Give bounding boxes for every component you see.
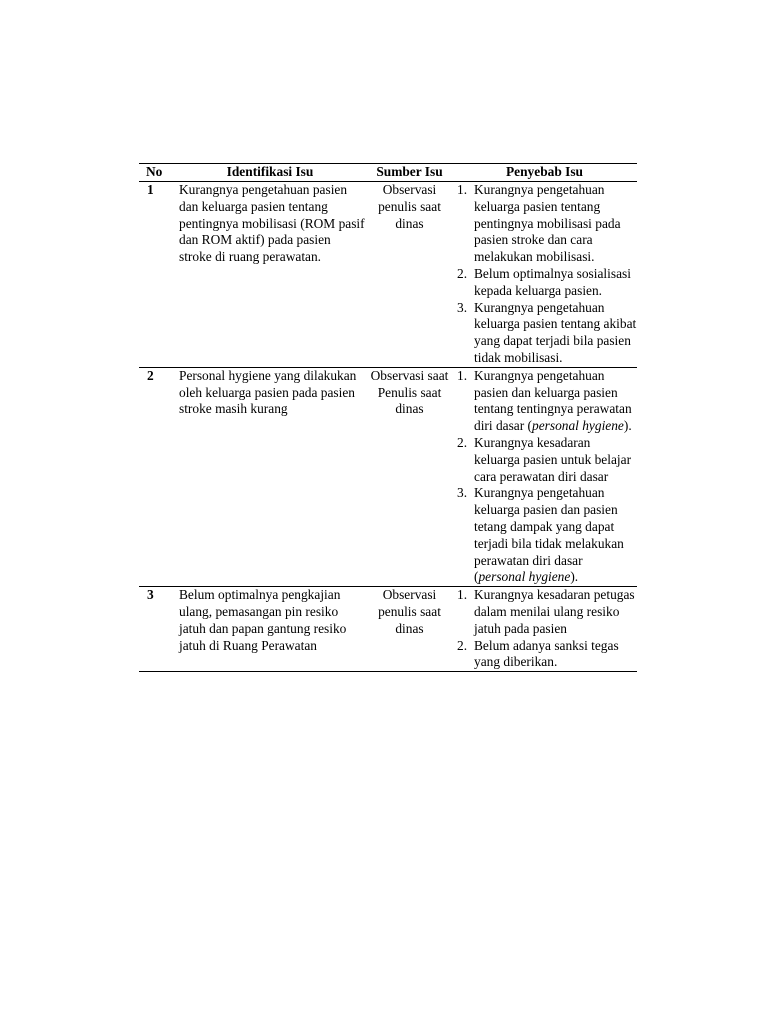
header-source: Sumber Isu [367, 164, 452, 182]
header-no: No [139, 164, 173, 182]
row-identification: Belum optimalnya pengkajian ulang, pemasangan pin resiko jatuh dan papan gantung resiko jatuh di Ruang Perawatan [173, 587, 367, 672]
row-number: 3 [139, 587, 173, 672]
cause-list [452, 368, 637, 586]
cause-marker: 3. [457, 485, 468, 501]
cause-text-italic: personal hygiene [532, 418, 624, 434]
cause-item [452, 266, 637, 300]
row-number: 2 [139, 367, 173, 586]
cause-list [452, 587, 637, 671]
cause-item [452, 368, 637, 435]
cause-text: Kurangnya kesadaran petugas dalam menilai ulang resiko jatuh pada pasien [474, 587, 635, 636]
cause-text: Kurangnya pengetahuan keluarga pasien tentang pentingnya mobilisasi pada pasien stroke dan cara melakukan mobilisasi. [474, 182, 621, 265]
cause-marker: 1. [457, 182, 468, 197]
cause-item [452, 587, 637, 637]
cause-text: Belum adanya sanksi tegas yang diberikan. [474, 637, 619, 670]
header-identification: Identifikasi Isu [173, 164, 367, 182]
table-row [139, 367, 637, 586]
row-source: Observasi penulis saat dinas [367, 587, 452, 672]
cause-marker: 1. [457, 587, 468, 603]
row-identification: Personal hygiene yang dilakukan oleh keluarga pasien pada pasien stroke masih kurang [173, 367, 367, 586]
row-number: 1 [139, 182, 173, 368]
cause-text: Kurangnya pengetahuan keluarga pasien tentang akibat yang dapat terjadi bila pasien tidak mobilisasi. [474, 299, 637, 365]
cause-item [452, 435, 637, 485]
cause-marker: 2. [457, 637, 468, 653]
table-header [139, 164, 637, 182]
issue-table [139, 163, 637, 672]
table-row [139, 587, 637, 672]
cause-text-start: Kurangnya pengetahuan keluarga pasien dan pasien tetang dampak yang dapat terjadi bila tidak melakukan perawatan diri dasar ( [474, 485, 624, 585]
header-cause: Penyebab Isu [452, 164, 637, 182]
cause-text [474, 368, 632, 433]
cause-text-end: ). [570, 569, 579, 585]
table-row [139, 182, 637, 368]
table-body [139, 182, 637, 672]
cause-item [452, 300, 637, 367]
cause-marker: 1. [457, 367, 468, 383]
row-causes [452, 182, 637, 368]
cause-list [452, 182, 637, 367]
cause-text-start: Kurangnya pengetahuan pasien dan keluarga pasien tentang tentingnya perawatan diri dasar ( [474, 367, 632, 434]
row-source: Observasi penulis saat dinas [367, 182, 452, 368]
cause-text-end: ). [623, 418, 632, 434]
cause-item [452, 485, 637, 586]
cause-text: Belum optimalnya sosialisasi kepada keluarga pasien. [474, 265, 631, 298]
row-causes [452, 367, 637, 586]
row-source: Observasi saat Penulis saat dinas [367, 367, 452, 586]
cause-marker: 3. [457, 299, 468, 315]
cause-text-italic: personal hygiene [478, 569, 571, 585]
row-identification: Kurangnya pengetahuan pasien dan keluarga pasien tentang pentingnya mobilisasi (ROM pasif dan ROM aktif) pada pasien stroke di ruang perawatan. [173, 182, 367, 368]
header-row [139, 164, 637, 182]
cause-marker: 2. [457, 434, 468, 450]
cause-text: Kurangnya kesadaran keluarga pasien untuk belajar cara perawatan diri dasar [474, 434, 632, 484]
cause-item [452, 638, 637, 672]
cause-text [474, 485, 624, 584]
cause-marker: 2. [457, 265, 468, 281]
cause-item [452, 182, 637, 266]
row-causes [452, 587, 637, 672]
